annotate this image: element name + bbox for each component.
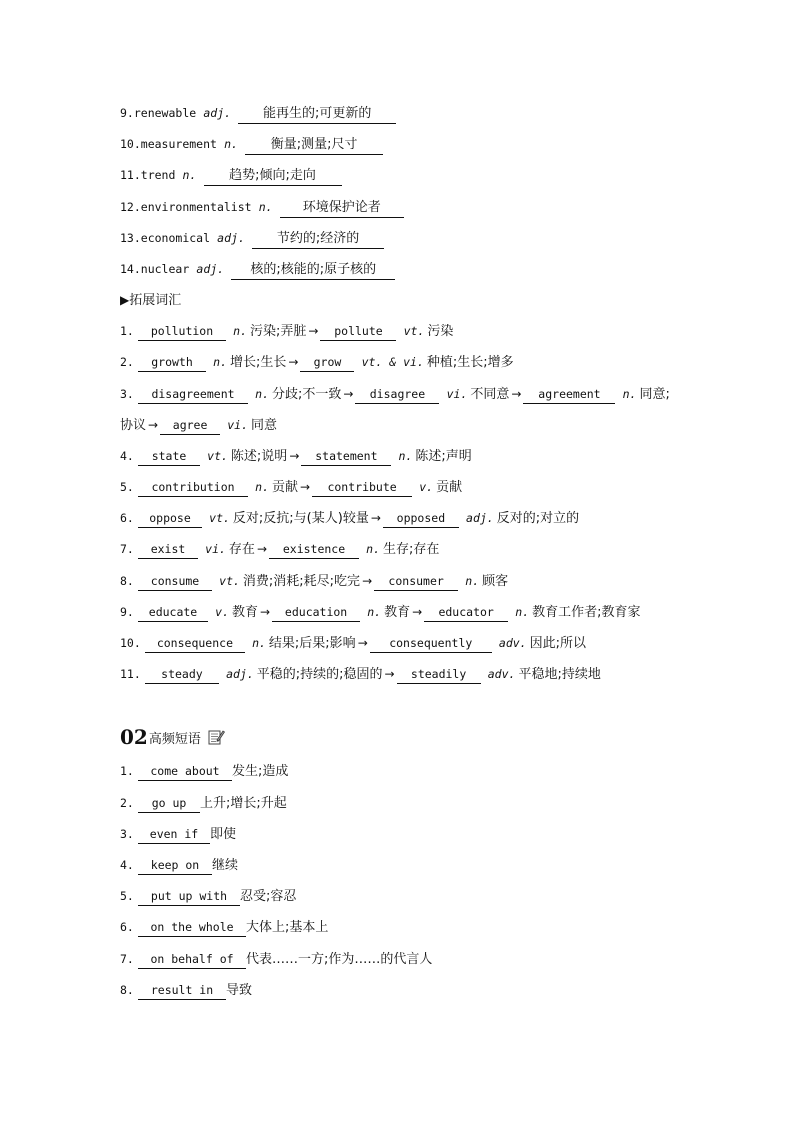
arrow-icon: → — [289, 448, 300, 463]
part-of-speech: n. — [622, 386, 637, 401]
meaning-text: 贡献 — [436, 480, 463, 496]
arrow-icon: → — [357, 636, 368, 650]
part-of-speech: adj. — [226, 667, 254, 682]
phrase-item — [120, 759, 720, 790]
item-number: 12. — [120, 199, 141, 214]
meaning-text: 导致 — [226, 982, 253, 998]
item-number: 9. — [120, 106, 134, 120]
vocab-item — [120, 132, 720, 163]
expand-item — [120, 537, 720, 568]
answer-blank: disagree — [355, 385, 439, 404]
expand-item — [120, 600, 720, 631]
part-of-speech: vt. — [207, 448, 228, 463]
part-of-speech: n. — [398, 448, 413, 463]
meaning-text: 增长;生长 — [230, 355, 287, 371]
answer-blank: contribution — [138, 478, 248, 497]
item-word: economical — [140, 230, 211, 245]
answer-blank: consume — [138, 572, 212, 591]
meaning-text: 教育 — [232, 604, 259, 620]
phrase-item — [120, 822, 720, 853]
part-of-speech: n. — [233, 324, 247, 339]
part-of-speech: n. — [367, 604, 382, 619]
item-number: 7. — [120, 951, 134, 966]
part-of-speech: adj. — [196, 261, 225, 276]
arrow-icon: → — [343, 386, 354, 401]
answer-blank: exist — [138, 540, 198, 559]
vocab-item — [120, 101, 720, 132]
answer-blank: on the whole — [138, 918, 246, 937]
answer-blank: existence — [269, 540, 359, 559]
meaning-text: 协议 — [120, 417, 147, 433]
vocab-item — [120, 163, 720, 194]
answer-blank: result in — [138, 981, 226, 1000]
part-of-speech: vt. — [219, 573, 240, 588]
answer-blank: grow — [300, 353, 354, 372]
meaning-text: 教育工作者;教育家 — [532, 604, 641, 620]
section-title: 高频短语 — [148, 731, 201, 747]
expand-item — [120, 382, 720, 413]
part-of-speech: n. — [255, 480, 269, 495]
meaning-text: 因此;所以 — [529, 636, 586, 651]
meaning-text: 上升;增长;升起 — [200, 795, 287, 811]
answer-blank: agree — [160, 416, 220, 435]
answer-blank: come about — [138, 762, 232, 781]
vocab-item — [120, 226, 720, 257]
part-of-speech: n. — [255, 386, 269, 401]
meaning-text: 种植;生长;增多 — [426, 355, 514, 371]
answer-blank: on behalf of — [138, 950, 246, 969]
part-of-speech: adj. — [203, 106, 232, 120]
answer-blank: opposed — [383, 509, 459, 528]
item-number: 6. — [120, 511, 134, 526]
answer-blank: educator — [424, 603, 508, 622]
answer-blank: go up — [138, 794, 200, 813]
expand-item — [120, 662, 720, 693]
triangle-marker-icon: ▶ — [120, 293, 130, 308]
item-word: measurement — [140, 137, 217, 152]
part-of-speech: adv. — [498, 636, 527, 650]
answer-blank: agreement — [523, 385, 615, 404]
expand-item — [120, 631, 720, 662]
answer-blank: 环境保护论者 — [280, 199, 404, 218]
part-of-speech: vi. — [205, 542, 226, 557]
item-number: 4. — [120, 448, 134, 463]
part-of-speech: vt. — [403, 324, 425, 339]
meaning-text: 消费;消耗;耗尽;吃完 — [242, 573, 361, 589]
part-of-speech: vi. — [227, 417, 248, 432]
expand-item — [120, 444, 720, 475]
item-number: 1. — [120, 324, 134, 339]
meaning-text: 教育 — [384, 604, 411, 620]
answer-blank: 节约的;经济的 — [252, 230, 384, 249]
item-number: 2. — [120, 355, 134, 370]
vocab-item — [120, 257, 720, 288]
section-number: 02 — [120, 725, 148, 750]
phrase-item — [120, 884, 720, 915]
item-number: 5. — [120, 480, 134, 495]
meaning-text: 反对;反抗;与(某人)较量 — [232, 511, 369, 527]
meaning-text: 继续 — [212, 857, 239, 873]
answer-blank: pollution — [138, 322, 226, 341]
item-number: 11. — [120, 667, 141, 682]
meaning-text: 发生;造成 — [232, 764, 289, 780]
expand-item-continuation — [120, 413, 720, 444]
part-of-speech: v. — [419, 480, 434, 495]
expand-vocab-heading — [120, 288, 720, 319]
meaning-text: 生存;存在 — [383, 542, 440, 558]
expand-item — [120, 569, 720, 600]
part-of-speech: adj. — [217, 230, 245, 245]
meaning-text: 分歧;不一致 — [272, 386, 342, 402]
meaning-text: 陈述;声明 — [415, 448, 472, 464]
item-number: 8. — [120, 573, 134, 588]
answer-blank: steady — [145, 665, 219, 684]
part-of-speech: vt. & vi. — [361, 355, 424, 370]
answer-blank: 核的;核能的;原子核的 — [231, 261, 395, 280]
meaning-text: 平稳的;持续的;稳固的 — [256, 667, 383, 683]
item-number: 10. — [120, 636, 141, 650]
item-number: 13. — [120, 230, 141, 245]
item-number: 7. — [120, 542, 134, 557]
answer-blank: oppose — [138, 509, 202, 528]
item-number: 14. — [120, 261, 141, 276]
arrow-icon: → — [148, 417, 159, 432]
answer-blank: consequence — [145, 634, 245, 653]
phrase-item — [120, 853, 720, 884]
meaning-text: 平稳地;持续地 — [518, 667, 601, 683]
meaning-text: 同意 — [251, 417, 278, 433]
part-of-speech: v. — [215, 604, 229, 619]
item-number: 1. — [120, 764, 134, 779]
item-number: 3. — [120, 386, 134, 401]
notepad-pencil-icon — [207, 728, 225, 746]
arrow-icon: → — [288, 355, 299, 370]
item-number: 10. — [120, 137, 141, 152]
expand-item — [120, 475, 720, 506]
meaning-text: 同意; — [639, 386, 670, 402]
arrow-icon: → — [362, 573, 373, 588]
part-of-speech: n. — [465, 573, 480, 588]
meaning-text: 即使 — [210, 826, 237, 842]
phrase-item — [120, 791, 720, 822]
arrow-icon: → — [384, 667, 395, 682]
meaning-text: 存在 — [228, 542, 255, 558]
part-of-speech: n. — [182, 168, 197, 183]
part-of-speech: n. — [224, 137, 238, 152]
worksheet-page — [120, 101, 720, 1009]
phrase-item — [120, 915, 720, 946]
item-word: environmentalist — [140, 199, 252, 214]
part-of-speech: n. — [366, 542, 380, 557]
arrow-icon: → — [300, 480, 311, 495]
vocab-item — [120, 195, 720, 226]
answer-blank: disagreement — [138, 385, 248, 404]
meaning-text: 大体上;基本上 — [246, 920, 329, 936]
arrow-icon: → — [256, 542, 267, 557]
answer-blank: 能再生的;可更新的 — [238, 105, 396, 124]
part-of-speech: adj. — [466, 511, 494, 526]
answer-blank: education — [272, 603, 360, 622]
answer-blank: steadily — [397, 665, 481, 684]
answer-blank: 趋势;倾向;走向 — [204, 167, 342, 186]
item-word: nuclear — [140, 261, 190, 276]
part-of-speech: n. — [213, 355, 227, 370]
meaning-text: 污染;弄脏 — [250, 324, 307, 340]
phrase-item — [120, 978, 720, 1009]
item-number: 2. — [120, 795, 134, 810]
part-of-speech: vi. — [446, 386, 468, 401]
item-number: 6. — [120, 920, 134, 935]
section-header — [120, 715, 720, 759]
arrow-icon: → — [412, 604, 423, 619]
answer-blank: put up with — [138, 887, 240, 906]
answer-blank: statement — [301, 447, 391, 466]
expand-item — [120, 350, 720, 381]
meaning-text: 不同意 — [470, 386, 510, 402]
answer-blank: state — [138, 447, 200, 466]
item-number: 9. — [120, 604, 134, 619]
expand-item — [120, 506, 720, 537]
phrase-item — [120, 947, 720, 978]
part-of-speech: n. — [258, 199, 273, 214]
item-word: trend — [140, 168, 176, 183]
expand-vocab-title: 拓展词汇 — [129, 293, 182, 309]
item-number: 8. — [120, 982, 134, 997]
answer-blank: keep on — [138, 856, 212, 875]
meaning-text: 反对的;对立的 — [496, 511, 580, 527]
answer-blank: 衡量;测量;尺寸 — [245, 136, 383, 155]
item-word: renewable — [133, 106, 197, 120]
meaning-text: 污染 — [427, 324, 454, 340]
meaning-text: 贡献 — [272, 480, 299, 496]
answer-blank: consumer — [374, 572, 458, 591]
meaning-text: 顾客 — [482, 573, 509, 589]
answer-blank: even if — [138, 825, 210, 844]
answer-blank: growth — [138, 353, 206, 372]
item-number: 11. — [120, 168, 141, 183]
answer-blank: consequently — [370, 634, 492, 653]
meaning-text: 代表……一方;作为……的代言人 — [246, 951, 433, 967]
part-of-speech: n. — [515, 604, 530, 619]
arrow-icon: → — [370, 511, 381, 526]
expand-item — [120, 319, 720, 350]
arrow-icon: → — [511, 386, 522, 401]
arrow-icon: → — [308, 324, 319, 339]
arrow-icon: → — [260, 604, 271, 619]
item-number: 3. — [120, 826, 134, 841]
meaning-text: 结果;后果;影响 — [268, 636, 356, 651]
item-number: 4. — [120, 857, 134, 872]
item-number: 5. — [120, 889, 134, 904]
answer-blank: pollute — [320, 322, 396, 341]
part-of-speech: n. — [252, 636, 266, 650]
part-of-speech: adv. — [487, 667, 516, 682]
part-of-speech: vt. — [209, 511, 230, 526]
meaning-text: 陈述;说明 — [230, 448, 288, 464]
answer-blank: educate — [138, 603, 208, 622]
meaning-text: 忍受;容忍 — [240, 889, 297, 905]
answer-blank: contribute — [312, 478, 412, 497]
